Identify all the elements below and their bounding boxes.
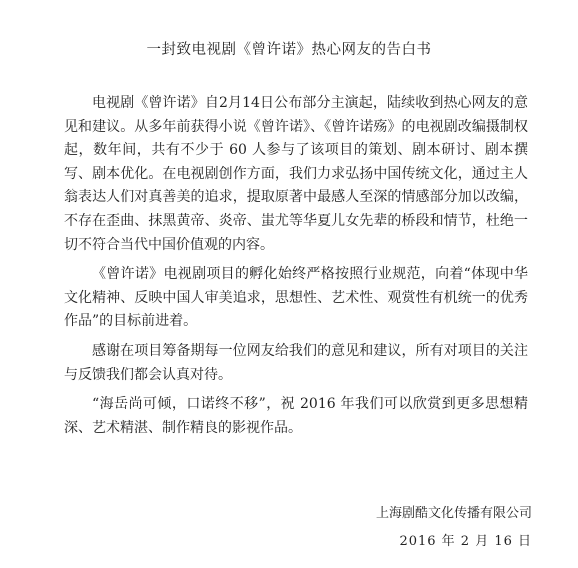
paragraph-3: 感谢在项目筹备期每一位网友给我们的意见和建议，所有对项目的关注与反馈我们都会认真对待。 [64,342,528,383]
paragraph-1: 电视剧《曾许诺》自2月14日公布部分主演起，陆续收到热心网友的意见和建议。从多年前获得小说《曾许诺》、《曾许诺殇》的电视剧改编摄制权起，数年间，共有不少于 60 人参与了该项目的策划、剧本研讨、剧本撰写、剧本优化。在电视剧创作方面，我们力求弘扬中国传统文化，通过主人翁表达人们对真善美的追求，提取原著中最感人至深的情感部分加以改编，不存在歪曲、抹黑黄帝、炎帝、蚩尤等华夏儿女先辈的桥段和情节，杜绝一切不符合当代中国价值观的内容。 [64,95,528,253]
letter-date: 2016 年 2 月 16 日 [399,534,532,549]
paragraph-2: 《曾许诺》电视剧项目的孵化始终严格按照行业规范，向着“体现中华文化精神、反映中国人审美追求，思想性、艺术性、观赏性有机统一的优秀作品”的目标前进着。 [64,266,528,330]
letter-title: 一封致电视剧《曾许诺》热心网友的告白书 [146,42,432,58]
letter-body [64,92,528,446]
company-signature: 上海剧酷文化传播有限公司 [375,506,532,521]
paragraph-4: “海岳尚可倾，口诺终不移”，祝 2016 年我们可以欣赏到更多思想精深、艺术精湛、制作精良的影视作品。 [64,396,528,436]
